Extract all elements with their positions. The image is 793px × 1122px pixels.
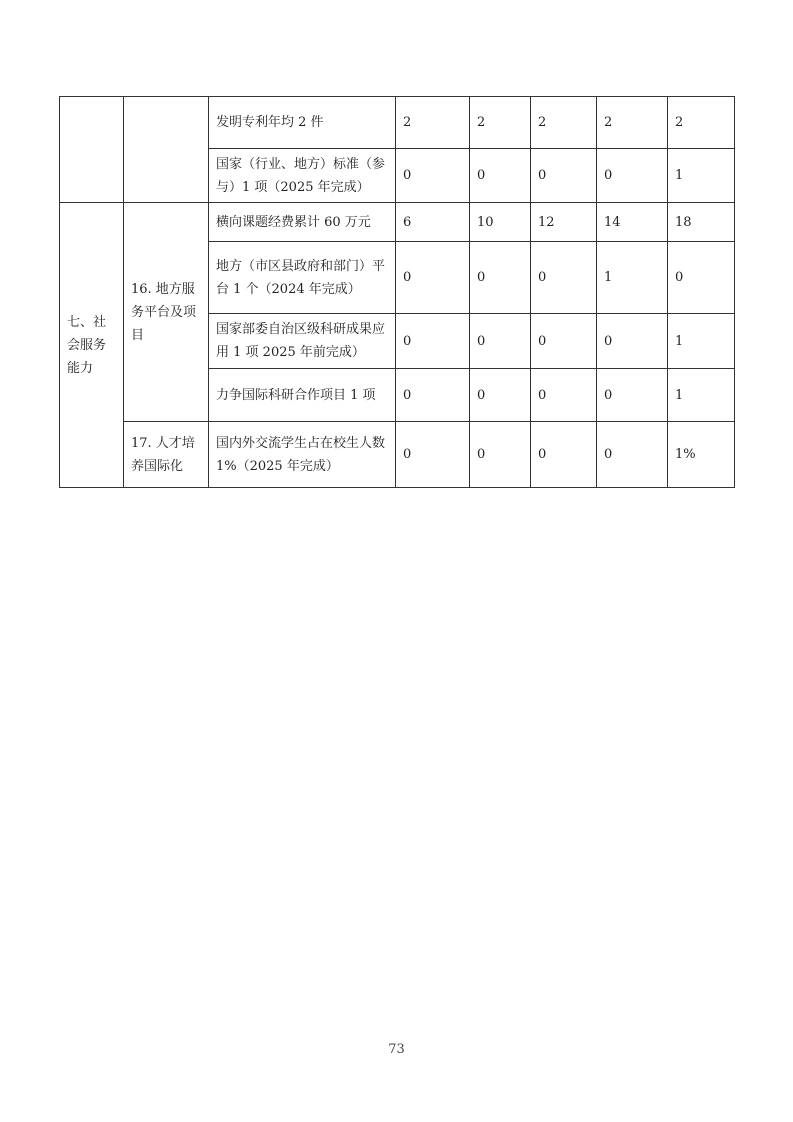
value-cell: 14	[597, 203, 668, 242]
value-cell: 1	[597, 242, 668, 314]
value-cell: 0	[531, 369, 597, 422]
value-cell: 18	[668, 203, 735, 242]
value-cell: 1	[668, 149, 735, 203]
plan-table	[59, 96, 735, 488]
value-cell: 0	[396, 369, 470, 422]
value-cell: 0	[668, 242, 735, 314]
value-cell: 2	[668, 97, 735, 149]
table-row	[60, 97, 735, 149]
value-cell: 0	[597, 314, 668, 369]
table-row	[60, 422, 735, 488]
indicator-cell: 力争国际科研合作项目 1 项	[209, 369, 396, 422]
indicator-cell: 地方（市区县政府和部门）平台 1 个（2024 年完成）	[209, 242, 396, 314]
value-cell: 0	[470, 422, 531, 488]
value-cell: 2	[396, 97, 470, 149]
value-cell: 0	[396, 314, 470, 369]
value-cell: 0	[396, 422, 470, 488]
value-cell: 0	[597, 369, 668, 422]
subcategory-cell-empty	[124, 97, 209, 203]
value-cell: 0	[531, 422, 597, 488]
value-cell: 0	[531, 242, 597, 314]
value-cell: 12	[531, 203, 597, 242]
value-cell: 0	[597, 422, 668, 488]
indicator-cell: 发明专利年均 2 件	[209, 97, 396, 149]
value-cell: 2	[470, 97, 531, 149]
value-cell: 1%	[668, 422, 735, 488]
value-cell: 0	[396, 149, 470, 203]
value-cell: 0	[470, 314, 531, 369]
indicator-cell: 国家部委自治区级科研成果应用 1 项 2025 年前完成）	[209, 314, 396, 369]
category-cell: 七、社会服务能力	[60, 203, 124, 488]
value-cell: 6	[396, 203, 470, 242]
indicator-cell: 国内外交流学生占在校生人数 1%（2025 年完成）	[209, 422, 396, 488]
indicator-cell: 横向课题经费累计 60 万元	[209, 203, 396, 242]
value-cell: 10	[470, 203, 531, 242]
category-cell-empty	[60, 97, 124, 203]
indicator-cell: 国家（行业、地方）标准（参与）1 项（2025 年完成）	[209, 149, 396, 203]
page-number: 73	[388, 1042, 405, 1057]
subcategory-cell: 16. 地方服务平台及项目	[124, 203, 209, 422]
table-row	[60, 203, 735, 242]
value-cell: 0	[597, 149, 668, 203]
value-cell: 2	[531, 97, 597, 149]
value-cell: 0	[470, 242, 531, 314]
value-cell: 0	[470, 369, 531, 422]
subcategory-cell: 17. 人才培养国际化	[124, 422, 209, 488]
value-cell: 2	[597, 97, 668, 149]
value-cell: 0	[470, 149, 531, 203]
value-cell: 0	[531, 149, 597, 203]
value-cell: 0	[531, 314, 597, 369]
value-cell: 0	[396, 242, 470, 314]
value-cell: 1	[668, 369, 735, 422]
value-cell: 1	[668, 314, 735, 369]
